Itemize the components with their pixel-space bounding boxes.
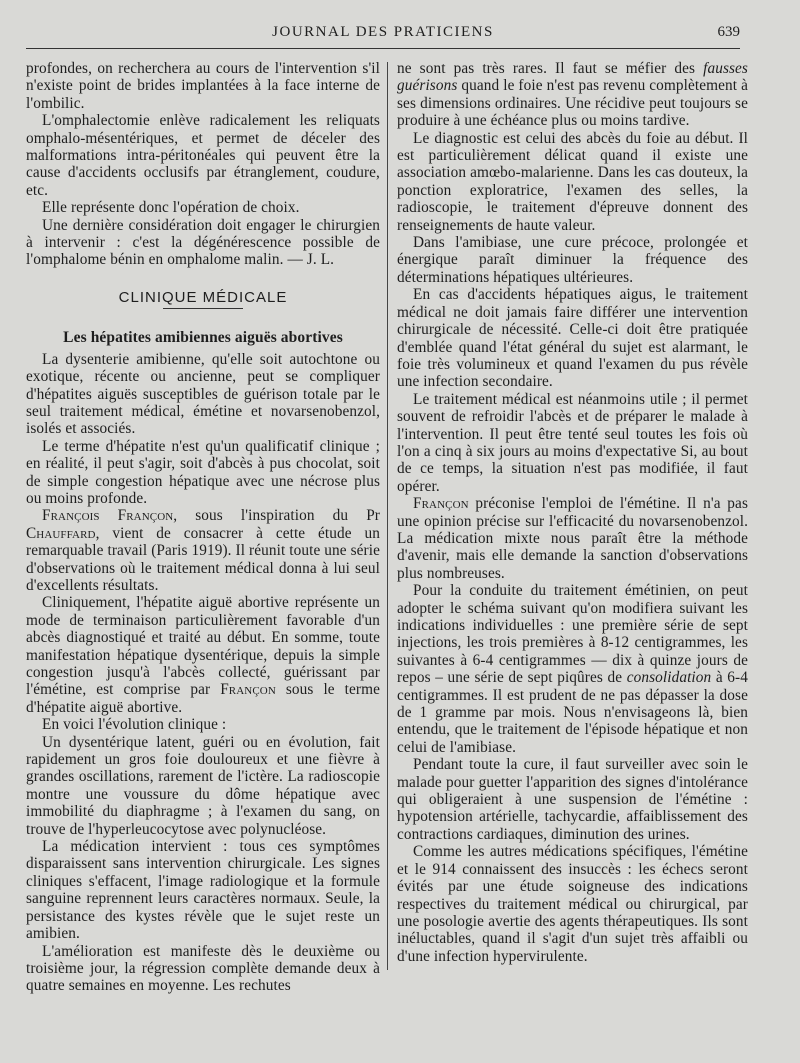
paragraph: Le traitement médical est néanmoins utile ; il permet souvent de refroidir l'abcès et de préparer le malade à l'intervention. Il peut être tenté seul toutes les fois où l'on a cinq à six jours au moins d'expectative Si, au bout de ce temps, la situation n'est pas modifiée, il faut opérer. (397, 390, 748, 495)
paragraph: En voici l'évolution clinique : (42, 716, 227, 734)
article-title: Les hépatites amibiennes aiguës abortives (63, 329, 343, 347)
section-heading: CLINIQUE MÉDICALE (118, 288, 288, 306)
paragraph (397, 495, 748, 582)
paragraph: La médication intervient : tous ces symptômes disparaissent sans intervention chirurgicale. Les signes cliniques s'effacent, l'image radiologique et la formule sanguine reprennent leurs caractères normaux. Seule, la persistance des kystes révèle que le sujet reste un amibien. (26, 838, 380, 943)
paragraph: La dysenterie amibienne, qu'elle soit autochtone ou exotique, récente ou ancienne, peut se compliquer d'hépatites aiguës susceptibles de guérison totale par le seul traitement médical, émétine et novarsenobenzol, isolés et associés. (26, 350, 380, 438)
paragraph: Comme les autres médications spécifiques, l'émétine et le 914 connaissent des insuccès : les échecs seront évités par une étude soigneuse des indications respectives du traitement médical ou chirurgical, par une posologie avertie des agents thérapeutiques. Ils sont inéluctables, quand il s'agit d'un sujet très affaibli ou d'une infection hypervirulente. (397, 843, 748, 965)
paragraph-text: sous le terme d'hépatite aiguë abortive. (26, 681, 380, 716)
column-divider (387, 62, 388, 970)
paragraph-text: ne sont pas très rares. Il faut se méfier des (397, 60, 704, 77)
paragraph (397, 582, 748, 756)
emphasis: consolidation (626, 669, 712, 687)
paragraph: L'omphalectomie enlève radicalement les reliquats omphalo-mésentériques, et permet de déceler des malformations intra-péritonéales qui peuvent être la cause d'accidents occlusifs par étranglement, coudure, etc. (26, 112, 380, 199)
paragraph: Le diagnostic est celui des abcès du foie au début. Il est particulièrement délicat quand il existe une association amœbo-malarienne. Dans les cas douteux, la ponction exploratrice, l'examen des selles, la radioscopie, le traitement d'épreuve donnent des renseignements de haute valeur. (397, 129, 748, 234)
paragraph (26, 507, 380, 594)
page-header (26, 22, 740, 49)
paragraph-text: Pour la conduite du traitement émétinien, on peut adopter le schéma suivant qu'on modifiera suivant les indications individuelles : une première série de sept injections, les trois premières à 8-12 centigrammes, les suivantes à 6-4 centigrammes — dix à quinze jours de repos – une série de sept piqûres de (397, 582, 748, 687)
author-name: François Françon (42, 507, 174, 525)
paragraph: profondes, on recherchera au cours de l'intervention s'il n'existe point de brides implantées à la face interne de l'ombilic. (26, 60, 380, 112)
paragraph-text: préconise l'emploi de l'émétine. Il n'a pas une opinion précise sur l'efficacité du novarsenobenzol. La médication mixte nous paraît être la méthode d'avenir, mais elle demande la sanction d'observations plus nombreuses. (397, 495, 748, 582)
paragraph: Un dysentérique latent, guéri ou en évolution, fait rapidement un gros foie douloureux et une fièvre à grandes oscillations, rarement de l'ictère. La radioscopie montre une voussure du dôme hépatique avec immobilité du diaphragme ; à l'examen du sang, on trouve de l'hyperleucocytose avec polynucléose. (26, 733, 380, 838)
author-signature: — J. L. (287, 251, 335, 269)
paragraph: En cas d'accidents hépatiques aigus, le traitement médical ne doit jamais faire différer une intervention chirurgicale de nécessité. Celle-ci doit être pratiquée d'emblée quand l'état général du sujet est alarmant, le foie très volumineux et quand l'examen du pus révèle une infection secondaire. (397, 286, 748, 391)
running-title: JOURNAL DES PRATICIENS (272, 24, 494, 40)
emphasis: fausses guérisons (397, 60, 748, 95)
paragraph-text: quand le foie n'est pas revenu complètement à ses dimensions ordinaires. Une récidive peut toujours se produire à une échéance plus ou moins tardive. (397, 77, 748, 130)
paragraph: Pendant toute la cure, il faut surveiller avec soin le malade pour guetter l'apparition des signes d'intolérance qui obligeraient à une suspension de l'émétine : hypotension artérielle, tachycardie, affaiblissement des contractions cardiaques, diminution des urines. (397, 756, 748, 843)
paragraph (26, 594, 380, 716)
paragraph-text: Une dernière considération doit engager le chirurgien à intervenir : c'est la dégénérescence possible de l'omphalome bénin en omphalome malin. (26, 216, 380, 269)
left-column (26, 60, 380, 1003)
paragraph: Dans l'amibiase, une cure précoce, prolongée et énergique paraît diminuer la fréquence des déterminations hépatiques ultérieures. (397, 234, 748, 286)
paragraph (397, 60, 748, 130)
section-divider (163, 308, 243, 309)
paragraph: Le terme d'hépatite n'est qu'un qualificatif clinique ; en réalité, il peut s'agir, soit d'abcès à pus chocolat, soit de simple congestion hépatique avec une nécrose plus ou moins profonde. (26, 437, 380, 507)
paragraph-text: à 6-4 centigrammes. Il est prudent de ne pas dépasser la dose de 1 gramme par mois. Nous n'envisageons là, bien entendu, que le traitement de l'épisode hépatique et non celui de l'amibiase. (397, 669, 748, 756)
author-name: Françon (220, 681, 276, 699)
paragraph: Elle représente donc l'opération de choix. (42, 199, 300, 217)
paragraph-text: Cliniquement, l'hépatite aiguë abortive représente un mode de terminaison particulièrement favorable d'un abcès diagnostiqué et traité au début. En somme, toute manifestation hépatique dysentérique, depuis la simple congestion jusqu'à l'abcès collecté, guérissant par l'émétine, est comprise par (26, 594, 380, 699)
paragraph-text: , sous l'inspiration du Pr (173, 507, 380, 525)
author-name: Françon (413, 495, 469, 513)
paragraph-text: , vient de consacrer à cette étude un remarquable travail (Paris 1919). Il réunit toute une série d'observations où le traitement médical donna à lui seul d'excellents résultats. (26, 524, 380, 594)
right-column (397, 60, 748, 1003)
paragraph: L'amélioration est manifeste dès le deuxième ou troisième jour, la régression complète demande deux à quatre semaines en moyenne. Les rechutes (26, 942, 380, 995)
paragraph (26, 217, 380, 269)
author-name: Chauffard (26, 524, 96, 542)
page-number: 639 (717, 24, 740, 40)
